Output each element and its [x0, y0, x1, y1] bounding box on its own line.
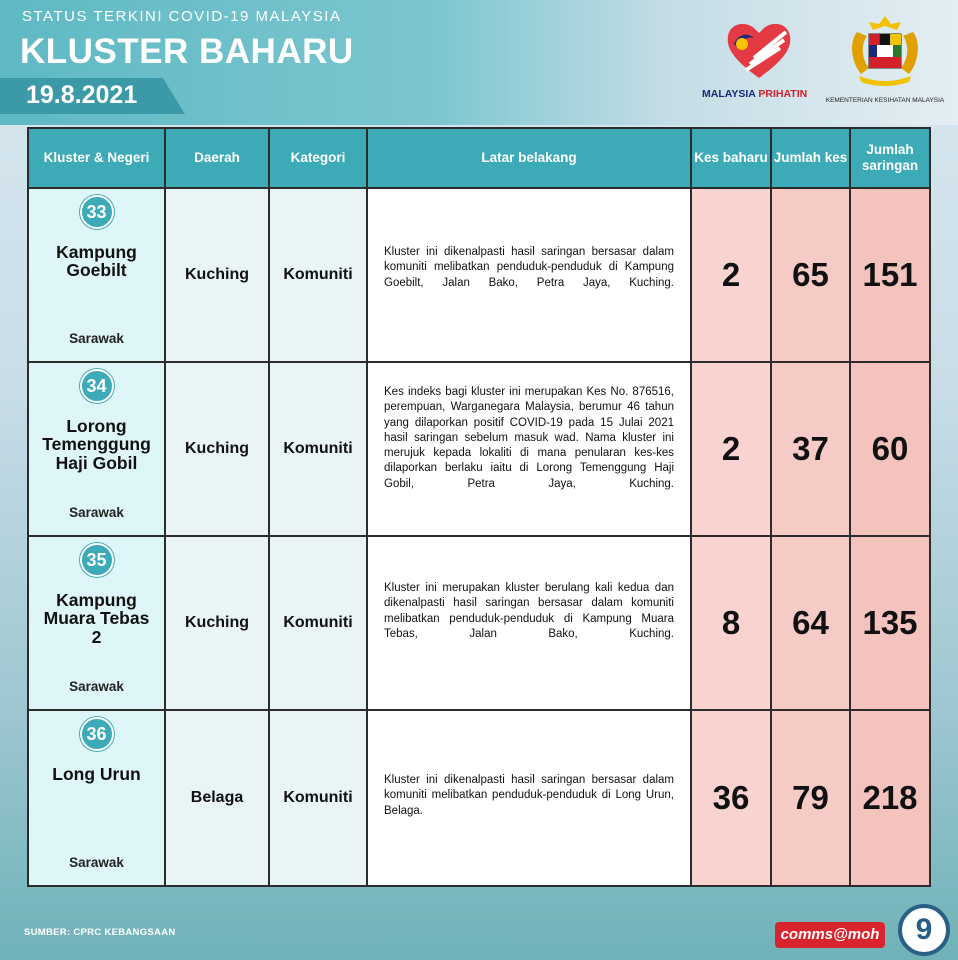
- district-cell: Belaga: [166, 711, 268, 885]
- kkm-text: KEMENTERIAN KESIHATAN MALAYSIA: [825, 97, 945, 104]
- new-cases-cell: 2: [692, 189, 770, 361]
- category-cell: Komuniti: [270, 537, 366, 709]
- cluster-number-badge: 33: [80, 195, 114, 229]
- header-cluster: Kluster & Negeri: [29, 129, 164, 187]
- total-cases-cell: 64: [772, 537, 849, 709]
- cluster-state: Sarawak: [69, 679, 124, 694]
- new-cases-cell: 36: [692, 711, 770, 885]
- cluster-name: Kampung Goebilt: [56, 242, 137, 281]
- cluster-state: Sarawak: [69, 855, 124, 870]
- background-text: Kes indeks bagi kluster ini merupakan Kes No. 876516, perempuan, Warganegara Malaysia, berumur 46 tahun yang dilaporkan positif COVID-19 pada 15 Julai 2021 hasil saringan sebelum masuk wad. Nama kluster ini merujuk kepada lokaliti di mana penularan kes-kes dilaporkan berlaku iaitu di Lorong Temenggung Haji Gobil, Petra Jaya, Kuching.: [384, 386, 674, 490]
- category-cell: Komuniti: [270, 711, 366, 885]
- background-text: Kluster ini merupakan kluster berulang kali kedua dan dikenalpasti hasil saringan bersasar dalam komuniti melibatkan penduduk-penduduk di Kampung Muara Tebas, Jalan Bako, Kuching.: [384, 582, 674, 640]
- new-cases-cell: 2: [692, 363, 770, 535]
- cluster-cell: [29, 189, 164, 361]
- kkm-logo: [825, 12, 945, 112]
- page-number: 9: [898, 904, 950, 956]
- date-label: 19.8.2021: [26, 81, 138, 109]
- header-total-screening: Jumlah saringan: [851, 129, 929, 187]
- cluster-name: Lorong Temenggung Haji Gobil: [42, 416, 151, 473]
- malaysia-text: MALAYSIA: [702, 88, 756, 100]
- category-cell: Komuniti: [270, 189, 366, 361]
- header-category: Kategori: [270, 129, 366, 187]
- prihatin-text: PRIHATIN: [758, 88, 808, 100]
- district-cell: Kuching: [166, 363, 268, 535]
- background-cell: [368, 189, 690, 361]
- total-screening-cell: 135: [851, 537, 929, 709]
- header-total-cases: Jumlah kes: [772, 129, 849, 187]
- background-text: Kluster ini dikenalpasti hasil saringan bersasar dalam komuniti melibatkan penduduk-penduduk di Long Urun, Belaga.: [384, 774, 674, 817]
- total-screening-cell: 218: [851, 711, 929, 885]
- background-cell: [368, 363, 690, 535]
- background-text: Kluster ini dikenalpasti hasil saringan bersasar dalam komuniti melibatkan penduduk-penduduk di Kampung Goebilt, Jalan Bako, Petra Jaya, Kuching.: [384, 246, 674, 289]
- new-cases-cell: 8: [692, 537, 770, 709]
- district-cell: Kuching: [166, 537, 268, 709]
- cluster-cell: [29, 711, 164, 885]
- district-cell: Kuching: [166, 189, 268, 361]
- cluster-name: Long Urun: [52, 764, 141, 784]
- header-district: Daerah: [166, 129, 268, 187]
- category-cell: Komuniti: [270, 363, 366, 535]
- total-cases-cell: 65: [772, 189, 849, 361]
- header-subtitle: STATUS TERKINI COVID-19 MALAYSIA: [22, 8, 342, 25]
- background-cell: [368, 711, 690, 885]
- cluster-number-badge: 36: [80, 717, 114, 751]
- total-screening-cell: 151: [851, 189, 929, 361]
- cluster-state: Sarawak: [69, 505, 124, 520]
- cluster-number-badge: 35: [80, 543, 114, 577]
- cluster-state: Sarawak: [69, 331, 124, 346]
- cluster-table: [27, 127, 931, 887]
- page-title: KLUSTER BAHARU: [20, 32, 354, 71]
- comms-handle-badge: comms@moh: [775, 922, 885, 948]
- coat-of-arms-icon: [845, 12, 925, 90]
- heart-icon: [724, 18, 794, 82]
- cluster-number-badge: 34: [80, 369, 114, 403]
- background-cell: [368, 537, 690, 709]
- header-new-cases: Kes baharu: [692, 129, 770, 187]
- total-cases-cell: 37: [772, 363, 849, 535]
- total-screening-cell: 60: [851, 363, 929, 535]
- source-label: SUMBER: CPRC KEBANGSAAN: [24, 927, 176, 938]
- cluster-name: Kampung Muara Tebas 2: [43, 590, 150, 647]
- cluster-cell: [29, 363, 164, 535]
- cluster-cell: [29, 537, 164, 709]
- malaysia-prihatin-logo: [700, 18, 810, 108]
- total-cases-cell: 79: [772, 711, 849, 885]
- header-background: Latar belakang: [368, 129, 690, 187]
